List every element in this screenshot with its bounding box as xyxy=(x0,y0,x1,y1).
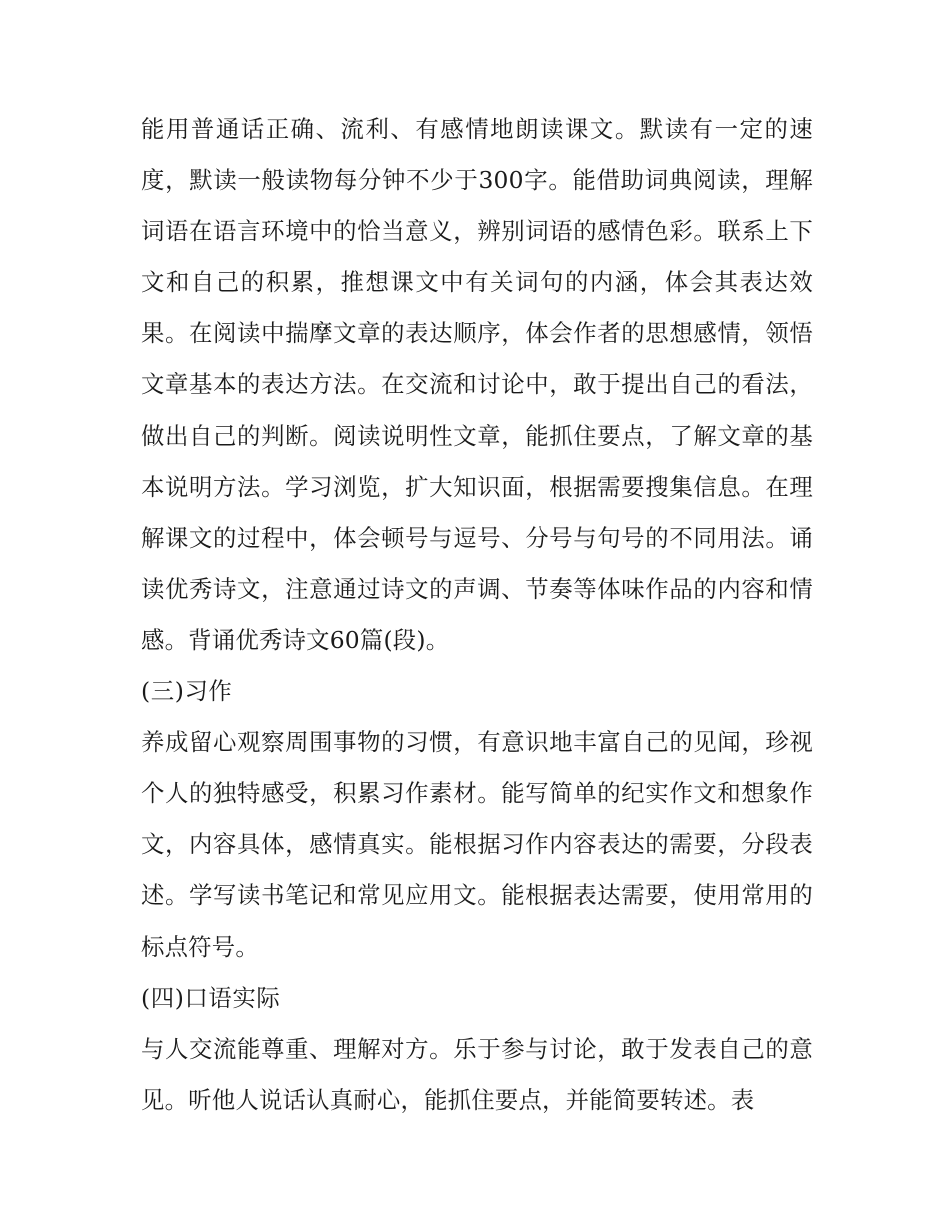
document-page xyxy=(141,104,813,1126)
heading-oral-communication: (四)口语实际 xyxy=(141,983,281,1012)
paragraph-oral-communication: 与人交流能尊重、理解对方。乐于参与讨论，敢于发表自己的意见。听他人说话认真耐心，能抓住要点，并能简要转述。表 xyxy=(141,1034,813,1114)
paragraph-reading: 能用普通话正确、流利、有感情地朗读课文。默读有一定的速度，默读一般读物每分钟不少于300字。能借助词典阅读，理解词语在语言环境中的恰当意义，辨别词语的感情色彩。联系上下文和自己的积累，推想课文中有关词句的内涵，体会其表达效果。在阅读中揣摩文章的表达顺序，体会作者的思想感情，领悟文章基本的表达方法。在交流和讨论中，敢于提出自己的看法，做出自己的判断。阅读说明性文章，能抓住要点，了解文章的基本说明方法。学习浏览，扩大知识面，根据需要搜集信息。在理解课文的过程中，体会顿号与逗号、分号与句号的不同用法。诵读优秀诗文，注意通过诗文的声调、节奏等体味作品的内容和情感。背诵优秀诗文60篇(段)。 xyxy=(141,115,813,654)
paragraph-writing: 养成留心观察周围事物的习惯，有意识地丰富自己的见闻，珍视个人的独特感受，积累习作素材。能写简单的纪实作文和想象作文，内容具体，感情真实。能根据习作内容表达的需要，分段表述。学写读书笔记和常见应用文。能根据表达需要，使用常用的标点符号。 xyxy=(141,728,813,961)
heading-writing: (三)习作 xyxy=(141,677,233,706)
